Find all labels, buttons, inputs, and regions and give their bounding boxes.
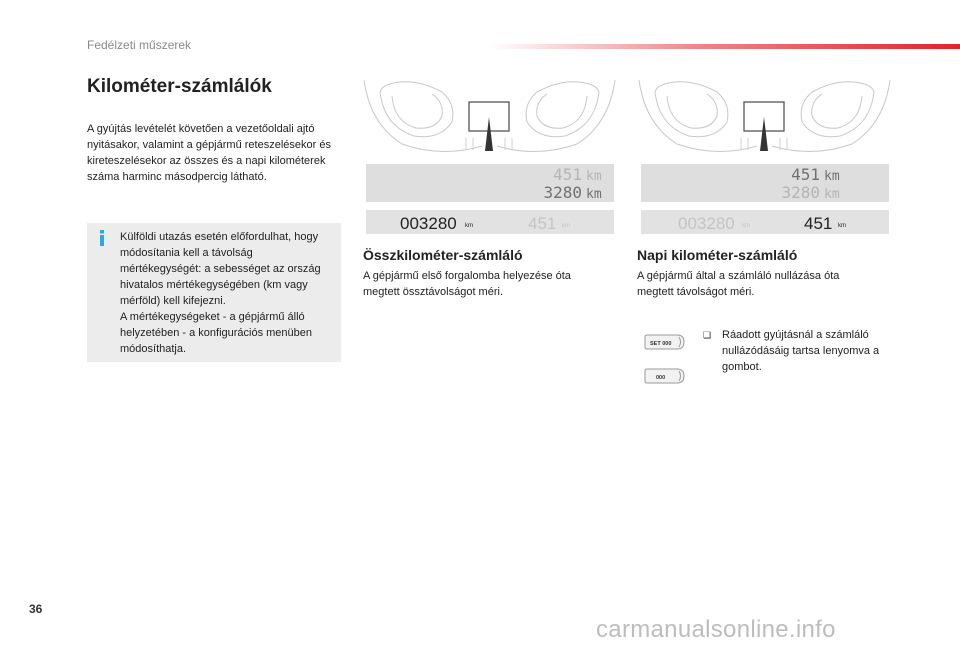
odo-total-unit: km <box>742 223 750 229</box>
000-button-illustration <box>643 366 686 386</box>
odo-trip-value: 451 <box>804 214 833 233</box>
000-button-label: 000 <box>656 375 666 381</box>
trip-reset-instruction: Ráadott gyújtásnál a számláló nullázódásáig tartsa lenyomva a gombot. <box>722 329 880 373</box>
odo-total-value: 003280 <box>400 214 457 233</box>
page-title: Kilométer-számlálók <box>87 76 272 97</box>
info-icon <box>97 230 107 246</box>
lcd-total-value: 3280 <box>543 183 582 202</box>
total-odometer-heading: Összkilométer-számláló <box>363 247 523 263</box>
set-000-button-illustration <box>643 332 686 352</box>
dashboard-total-illustration <box>362 74 617 236</box>
intro-text: A gyújtás levételét követően a vezetőoldali ajtó nyitásakor, valamint a gépjármű reteszelésekor és kireteszelésekor az összes és a napi kilométerek száma harminc másodpercig látható. <box>87 123 331 183</box>
total-odometer-text: A gépjármű első forgalomba helyezése óta megtett össztávolságot méri. <box>363 270 571 298</box>
odo-total-unit: km <box>465 223 473 229</box>
lcd-trip-unit: km <box>586 169 602 184</box>
page-number: 36 <box>29 602 43 616</box>
trip-odometer-text: A gépjármű által a számláló nullázása óta megtett távolságot méri. <box>637 270 840 298</box>
odo-trip-unit: km <box>562 223 570 229</box>
odo-trip-unit: km <box>838 223 846 229</box>
odo-trip-value: 451 <box>528 214 557 233</box>
info-box <box>87 223 341 362</box>
header-rule <box>490 44 960 49</box>
bullet-square-icon: ❑ <box>703 330 712 340</box>
dashboard-trip-illustration <box>637 74 892 236</box>
watermark: carmanualsonline.info <box>596 616 836 643</box>
info-text: Külföldi utazás esetén előfordulhat, hogy módosítania kell a távolság mértékegységét: a sebességet az ország hivatalos mértékegységében (km vagy mérföld) kell kifejezni. A mértékegységeket - a gépjármű álló helyzetében - a konfigurációs menüben módosíthatja. <box>120 231 321 355</box>
odo-total-value: 003280 <box>678 214 735 233</box>
lcd-total-unit: km <box>824 187 840 202</box>
set-000-button-label: SET 000 <box>650 341 672 347</box>
lcd-total-value: 3280 <box>781 183 820 202</box>
lcd-trip-value: 451 <box>553 165 582 184</box>
section-label: Fedélzeti műszerek <box>87 38 192 52</box>
lcd-trip-value: 451 <box>791 165 820 184</box>
trip-odometer-heading: Napi kilométer-számláló <box>637 247 798 263</box>
lcd-trip-unit: km <box>824 169 840 184</box>
lcd-total-unit: km <box>586 187 602 202</box>
